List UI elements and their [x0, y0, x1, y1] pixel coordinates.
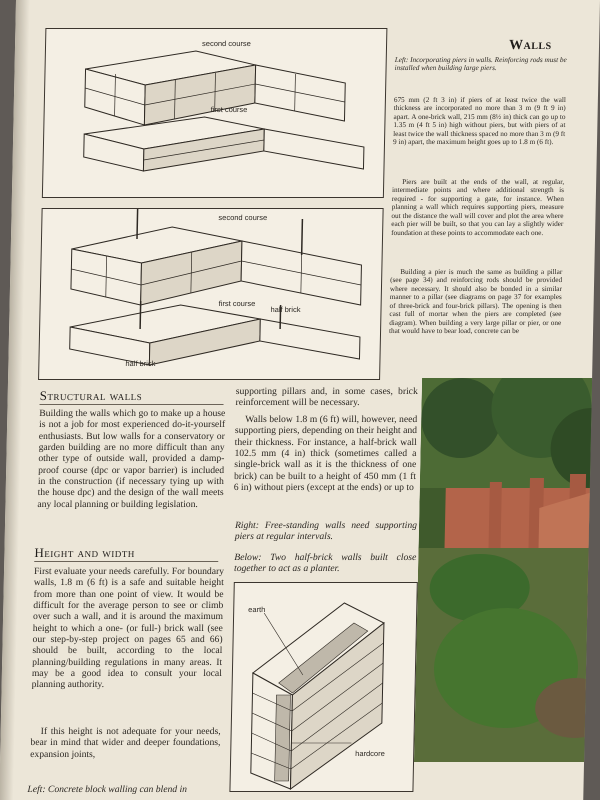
planter-earth-label: earth	[248, 605, 266, 614]
section-structural-walls-title: Structural walls	[39, 388, 143, 403]
planter-hardcore-label: hardcore	[355, 749, 385, 758]
body-right-para-3: Building a pier is much the same as building a pillar (see page 34) and reinforcing rods should be provided where necessary. It should also be bonded in a similar manner to a pillar (see diagrams on page 37 for examples of three-brick and four-brick pillars). The opening is then cast full of mortar when the piers are completed (see diagram). When building a very large pillar or pier, or one that would have to bear load, concrete can be	[388, 268, 563, 336]
section-structural-walls-text: Building the walls which go to make up a house is not a job for most experienced do-it-yourself enthusiasts. But low walls for a conservatory or garden building are no more difficult than any other type of outside wall, provided a damp-proof course (dpc or vapor barrier) is included in the construction (if necessary tying up with the house dpc) and the design of the wall meets any local planning or building legislation.	[37, 408, 226, 510]
body-right-para-1: 675 mm (2 ft 3 in) if piers of at least twice the wall thickness are incorporated no more than 3 m (9 ft 9 in) apart. A one-brick wall, 215 mm (8½ in) thick can go up to 1.35 m (4 ft 5 in) high without piers, but with piers of at least twice the wall thickness spaced no more than 3 m (9 ft 9 in) apart, the maximum height goes up to 1.8 m (6 ft).	[392, 96, 566, 147]
section-height-width-title: Height and width	[34, 545, 135, 560]
caption-right-photo: Right: Free-standing walls need supporting piers at regular intervals.	[234, 520, 418, 543]
page-title: Walls	[508, 38, 552, 53]
diagram-piers-top	[42, 28, 388, 198]
diagram1-second-course-label: second course	[201, 39, 251, 48]
diagram2-half-brick-label-2: half brick	[125, 359, 156, 368]
garden-wall-photo-image	[414, 378, 600, 762]
mid-col-text-2: Walls below 1.8 m (6 ft) will, however, need supporting piers, depending on their height and their thickness. For instance, a half-brick wall 102.5 mm (4 in) thick (sometimes called a single-brick wall as it is the thickness of one brick) can be built to a height of 450 mm (1 ft 6 in) without piers (except at the ends) or up to	[233, 414, 418, 493]
caption-planter: Below: Two half-brick walls built close together to act as a planter.	[233, 552, 417, 575]
body-right-para-2: Piers are built at the ends of the wall, at regular, intermediate points and where additional strength is required - for supporting a gate, for instance. When planning a wall which requires supporting piers, measure out the distance the wall will cover and plot the area where each pier will be built, so that you can lay a slightly wider foundation at these points to accommodate each one.	[391, 178, 565, 237]
section1-rule	[40, 404, 224, 405]
diagram-piers-bottom	[38, 208, 384, 380]
section-height-width-text: First evaluate your needs carefully. For boundary walls, 1.8 m (6 ft) is a safe and suitable height from more than one point of view. It would be difficult for the average person to see or climb over such a wall, and it is around the maximum height to which a one- (or full-) brick wall (see our step-by-step project on pages 65 and 66) should be built, according to the local planning/building regulations in many areas. It may be a good idea to consult your local planning authority.	[31, 566, 225, 691]
diagram2-half-brick-label: half brick	[270, 305, 301, 314]
caption-bottom: Left: Concrete block walling can blend in	[27, 784, 188, 795]
brick-pier-illustration-2	[39, 209, 383, 379]
caption-piers: Left: Incorporating piers in walls. Reinforcing rods must be installed when building large piers.	[394, 56, 567, 73]
mid-col-text-1: supporting pillars and, in some cases, brick reinforcement will be necessary.	[235, 386, 418, 409]
planter-diagram	[229, 582, 417, 792]
section2-rule	[34, 561, 218, 562]
section-height-width-text-2: If this height is not adequate for your needs, bear in mind that wider and deeper foundations, expansion joints,	[30, 726, 221, 760]
diagram2-second-course-label: second course	[218, 213, 268, 222]
diagram2-first-course-label: first course	[218, 299, 256, 308]
diagram1-first-course-label: first course	[210, 105, 248, 114]
planter-illustration	[230, 583, 416, 791]
garden-wall-photo	[414, 378, 600, 762]
